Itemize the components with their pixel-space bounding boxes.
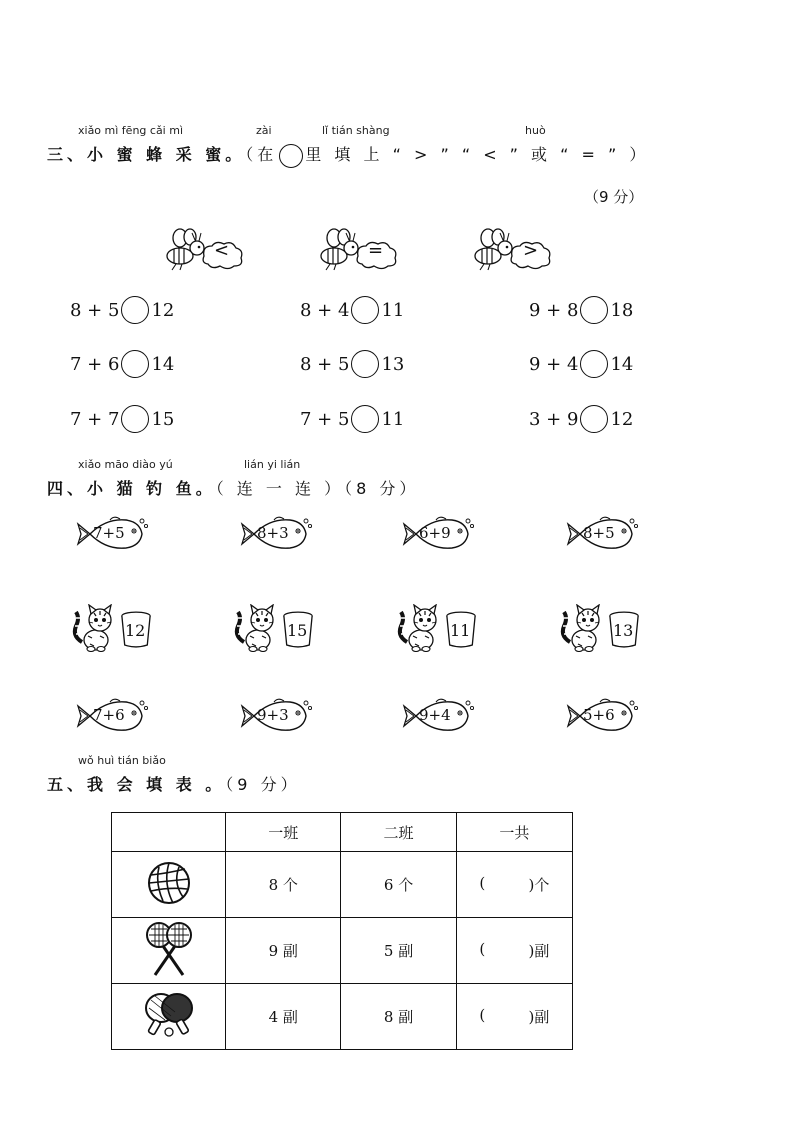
question-number: 14: [610, 353, 634, 375]
pinyin-litianshang: lǐ tián shàng: [322, 124, 390, 137]
table-cell-total[interactable]: [456, 918, 572, 984]
fish-top-4[interactable]: [566, 514, 638, 554]
fish-bottom-2[interactable]: [240, 696, 312, 736]
sports-equipment-table: [111, 812, 573, 1050]
compare-question: [70, 296, 174, 324]
volleyball-icon: [145, 859, 193, 907]
cat-icon: [72, 604, 122, 652]
table-cell: 8 个: [226, 852, 341, 918]
table-row: [112, 852, 573, 918]
table-cell-total[interactable]: [456, 852, 572, 918]
question-number: 12: [151, 299, 175, 321]
answer-circle[interactable]: [351, 296, 379, 324]
section3-title: [47, 142, 649, 168]
question-expression: 3 + 9: [529, 408, 579, 430]
table-cell-item: [112, 852, 226, 918]
fish-top-1[interactable]: [76, 514, 148, 554]
compare-question: [300, 296, 404, 324]
table-cell-item: [112, 918, 226, 984]
answer-circle[interactable]: [121, 296, 149, 324]
blank-circle-icon: [279, 144, 303, 168]
bucket-number: 12: [125, 621, 146, 640]
compare-question: [529, 350, 633, 378]
table-row: [112, 918, 573, 984]
fish-top-2[interactable]: [240, 514, 312, 554]
table-header-row: [112, 813, 573, 852]
section3-title-rest: 里 填 上 “ > ” “ < ” 或 “ = ” ）: [305, 145, 650, 164]
pinyin-zai: zài: [256, 124, 272, 137]
table-cell: 6 个: [341, 852, 456, 918]
bucket-number: 15: [287, 621, 308, 640]
bee-less-than: [162, 228, 246, 276]
table-cell: 4 副: [226, 984, 341, 1050]
question-number: 15: [151, 408, 175, 430]
fish-label: 9+3: [257, 706, 289, 724]
question-number: 13: [381, 353, 405, 375]
fish-label: 6+9: [419, 524, 451, 542]
total-close: )个: [528, 876, 550, 894]
fish-bottom-1[interactable]: [76, 696, 148, 736]
table-cell: 5 副: [341, 918, 456, 984]
cat-icon: [560, 604, 610, 652]
compare-question: [529, 405, 633, 433]
question-number: 14: [151, 353, 175, 375]
question-expression: 7 + 7: [70, 408, 120, 430]
question-expression: 8 + 5: [70, 299, 120, 321]
fish-top-3[interactable]: [402, 514, 474, 554]
pinyin-xiaomaodiaoyu: xiǎo māo diào yú: [78, 458, 173, 471]
compare-question: [70, 350, 174, 378]
answer-circle[interactable]: [580, 350, 608, 378]
total-open: (: [479, 874, 486, 892]
question-expression: 8 + 5: [300, 353, 350, 375]
bee-symbol-equal: =: [368, 240, 384, 261]
answer-circle[interactable]: [351, 350, 379, 378]
section3-score: （9 分）: [584, 188, 644, 206]
table-cell-total[interactable]: [456, 984, 572, 1050]
table-cell-item: [112, 984, 226, 1050]
question-number: 12: [610, 408, 634, 430]
compare-question: [70, 405, 174, 433]
table-header-cell: [112, 813, 226, 852]
fish-label: 7+5: [93, 524, 125, 542]
fish-label: 9+4: [419, 706, 451, 724]
table-header-cell: 一共: [456, 813, 572, 852]
pinyin-lianyilian: lián yi lián: [244, 458, 301, 471]
section5-title-main: 五、我 会 填 表 。: [47, 775, 226, 794]
bee-symbol-greater: >: [523, 240, 539, 261]
fish-label: 8+5: [583, 524, 615, 542]
table-cell: 8 副: [341, 984, 456, 1050]
pinyin-xiaomifengcaimi: xiǎo mì fēng cǎi mì: [78, 124, 184, 137]
compare-question: [529, 296, 633, 324]
total-close: )副: [528, 1008, 550, 1026]
question-expression: 7 + 5: [300, 408, 350, 430]
total-close: )副: [528, 942, 550, 960]
question-number: 11: [381, 408, 405, 430]
cat-icon: [234, 604, 284, 652]
question-expression: 8 + 4: [300, 299, 350, 321]
answer-circle[interactable]: [580, 405, 608, 433]
bee-icon: [470, 228, 554, 272]
question-expression: 7 + 6: [70, 353, 120, 375]
cat-bucket-1[interactable]: [72, 604, 156, 652]
question-number: 18: [610, 299, 634, 321]
table-cell: 9 副: [226, 918, 341, 984]
badminton-rackets-icon: [143, 921, 195, 977]
answer-circle[interactable]: [580, 296, 608, 324]
question-number: 11: [381, 299, 405, 321]
cat-bucket-3[interactable]: [397, 604, 481, 652]
pinyin-wohuitianbiao: wǒ huì tián biǎo: [78, 754, 166, 767]
pinyin-huo: huò: [525, 124, 546, 137]
table-row: [112, 984, 573, 1050]
section4-title: [47, 476, 419, 499]
fish-label: 7+6: [93, 706, 125, 724]
fish-bottom-4[interactable]: [566, 696, 638, 736]
bee-equals: [316, 228, 400, 276]
bee-icon: [316, 228, 400, 272]
compare-question: [300, 350, 404, 378]
section5-score: （9 分）: [225, 775, 301, 794]
cat-bucket-4[interactable]: [560, 604, 644, 652]
bucket-number: 13: [613, 621, 634, 640]
section4-title-rest: （ 连 一 连 ）（8 分）: [215, 479, 420, 498]
section5-title: [47, 772, 301, 795]
ping-pong-paddles-icon: [141, 990, 197, 1040]
section4-title-main: 四、小 猫 钓 鱼。: [47, 479, 216, 498]
section3-title-main: 三、小 蜜 蜂 采 蜜。: [47, 145, 246, 164]
cat-icon: [397, 604, 447, 652]
question-expression: 9 + 4: [529, 353, 579, 375]
fish-bottom-3[interactable]: [402, 696, 474, 736]
total-open: (: [479, 940, 486, 958]
bee-greater-than: [470, 228, 554, 276]
total-open: (: [479, 1006, 486, 1024]
compare-question: [300, 405, 404, 433]
table-header-cell: 一班: [226, 813, 341, 852]
fish-label: 5+6: [583, 706, 615, 724]
bucket-number: 11: [450, 621, 471, 640]
answer-circle[interactable]: [121, 405, 149, 433]
answer-circle[interactable]: [121, 350, 149, 378]
bee-symbol-less: <: [214, 240, 230, 261]
question-expression: 9 + 8: [529, 299, 579, 321]
cat-bucket-2[interactable]: [234, 604, 318, 652]
fish-label: 8+3: [257, 524, 289, 542]
section3-title-zai: （在: [245, 145, 278, 164]
table-header-cell: 二班: [341, 813, 456, 852]
bee-icon: [162, 228, 246, 272]
answer-circle[interactable]: [351, 405, 379, 433]
